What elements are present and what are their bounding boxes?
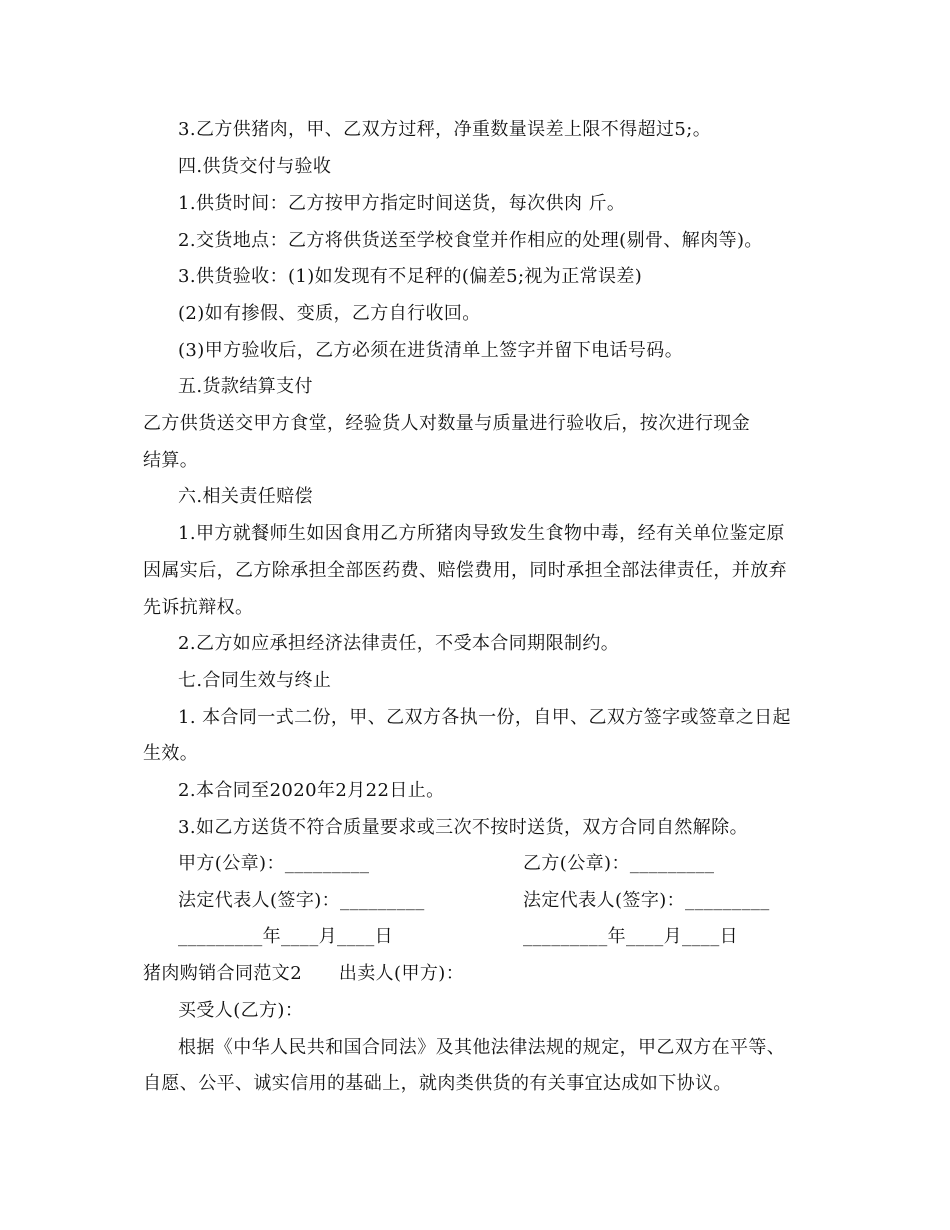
clause-liability-2: 2.乙方如应承担经济法律责任，不受本合同期限制约。 <box>178 633 620 654</box>
clause-acceptance-2: (2)如有掺假、变质，乙方自行收回。 <box>178 303 481 324</box>
second-contract-heading: 猪肉购销合同范文2 出卖人(甲方)： <box>143 963 465 984</box>
second-contract-preamble-line-1: 根据《中华人民共和国合同法》及其他法律法规的规定，甲乙双方在平等、 <box>178 1037 786 1058</box>
clause-acceptance-1: 3.供货验收：(1)如发现有不足秤的(偏差5;视为正常误差) <box>178 266 643 287</box>
paragraph-payment-line-2: 结算。 <box>143 450 199 471</box>
clause-validity-1-line-1: 1. 本合同一式二份，甲、乙双方各执一份，自甲、乙双方签字或签章之日起 <box>178 707 791 728</box>
paragraph-payment-line-1: 乙方供货送交甲方食堂，经验货人对数量与质量进行验收后，按次进行现金 <box>143 413 751 434</box>
clause-liability-1-line-2: 因属实后，乙方除承担全部医药费、赔偿费用，同时承担全部法律责任，并放弃 <box>143 560 787 581</box>
party-b-representative-field: 法定代表人(签字)：_________ <box>523 890 770 911</box>
section-heading-liability: 六.相关责任赔偿 <box>178 486 313 507</box>
section-heading-delivery: 四.供货交付与验收 <box>178 156 332 177</box>
second-contract-preamble-line-2: 自愿、公平、诚实信用的基础上，就肉类供货的有关事宜达成如下协议。 <box>143 1073 732 1094</box>
section-heading-validity: 七.合同生效与终止 <box>178 670 332 691</box>
clause-delivery-place: 2.交货地点：乙方将供货送至学校食堂并作相应的处理(剔骨、解肉等)。 <box>178 230 763 251</box>
clause-validity-2: 2.本合同至2020年2月22日止。 <box>178 780 445 801</box>
clause-delivery-time: 1.供货时间：乙方按甲方指定时间送货，每次供肉 斤。 <box>178 193 626 214</box>
party-b-date-field: _________年____月____日 <box>523 926 738 947</box>
clause-acceptance-3: (3)甲方验收后，乙方必须在进货清单上签字并留下电话号码。 <box>178 340 684 361</box>
clause-liability-1-line-3: 先诉抗辩权。 <box>143 597 254 618</box>
clause-3-weighing: 3.乙方供猪肉，甲、乙双方过秤，净重数量误差上限不得超过5;。 <box>178 119 712 140</box>
clause-validity-3: 3.如乙方送货不符合质量要求或三次不按时送货，双方合同自然解除。 <box>178 817 748 838</box>
second-contract-buyer: 买受人(乙方)： <box>178 1000 304 1021</box>
clause-validity-1-line-2: 生效。 <box>143 743 199 764</box>
section-heading-payment: 五.货款结算支付 <box>178 376 313 397</box>
clause-liability-1-line-1: 1.甲方就餐师生如因食用乙方所猪肉导致发生食物中毒，经有关单位鉴定原 <box>178 523 785 544</box>
party-a-date-field: _________年____月____日 <box>178 926 393 947</box>
party-a-representative-field: 法定代表人(签字)：_________ <box>178 890 425 911</box>
party-b-seal-field: 乙方(公章)：_________ <box>523 853 715 874</box>
party-a-seal-field: 甲方(公章)：_________ <box>178 853 370 874</box>
